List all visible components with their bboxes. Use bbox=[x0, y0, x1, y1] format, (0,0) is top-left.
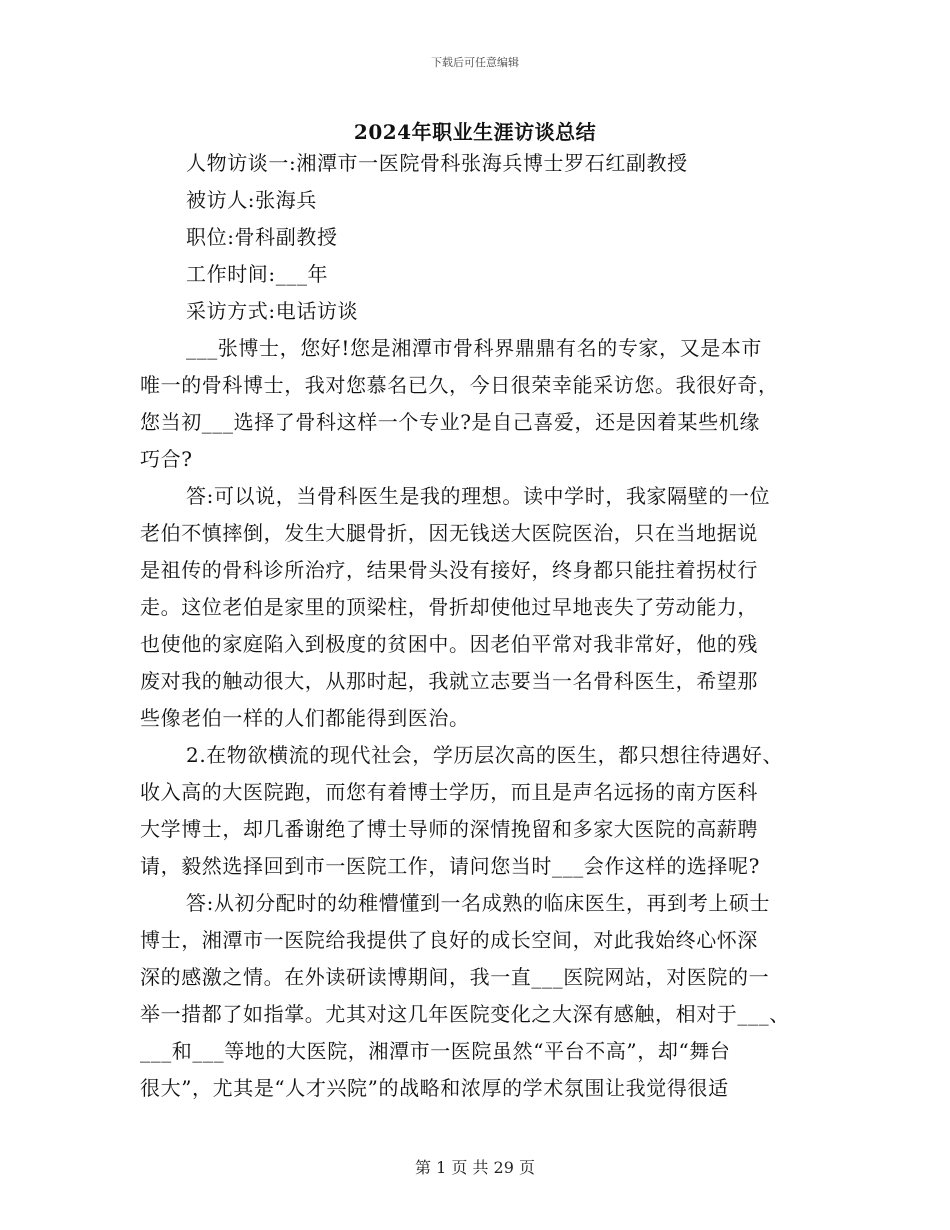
paragraph-line: 深的感激之情。在外读研读博期间，我一直___医院网站，对医院的一 bbox=[140, 965, 770, 989]
interview-method-line: 采访方式:电话访谈 bbox=[186, 299, 359, 323]
paragraph-line: 也使他的家庭陷入到极度的贫困中。因老伯平常对我非常好，他的残 bbox=[140, 632, 758, 656]
paragraph-line: ___张博士，您好!您是湘潭市骨科界鼎鼎有名的专家，又是本市 bbox=[186, 336, 763, 360]
paragraph-line: 收入高的大医院跑，而您有着博士学历，而且是声名远扬的南方医科 bbox=[140, 780, 758, 804]
paragraph-line: 走。这位老伯是家里的顶梁柱，骨折却使他过早地丧失了劳动能力， bbox=[140, 595, 758, 619]
paragraph-line: 请，毅然选择回到市一医院工作，请问您当时___会作这样的选择呢? bbox=[140, 854, 760, 878]
paragraph-line: 博士，湘潭市一医院给我提供了良好的成长空间，对此我始终心怀深 bbox=[140, 928, 758, 952]
position-line: 职位:骨科副教授 bbox=[186, 225, 338, 249]
paragraph-line: 是祖传的骨科诊所治疗，结果骨头没有接好，终身都只能拄着拐杖行 bbox=[140, 558, 758, 582]
paragraph-line: 举一措都了如指掌。尤其对这几年医院变化之大深有感触，相对于___、 bbox=[140, 1002, 790, 1026]
paragraph-line: 唯一的骨科博士，我对您慕名已久，今日很荣幸能采访您。我很好奇， bbox=[140, 373, 779, 397]
document-title: 2024年职业生涯访谈总结 bbox=[353, 120, 597, 144]
work-years-line: 工作时间:___年 bbox=[186, 262, 329, 286]
page-header-note: 下载后可任意编辑 bbox=[431, 56, 519, 69]
interviewee-line: 被访人:张海兵 bbox=[186, 188, 317, 212]
paragraph-line: 很大”，尤其是“人才兴院”的战略和浓厚的学术氛围让我觉得很适 bbox=[140, 1076, 729, 1100]
document-body bbox=[140, 145, 812, 1107]
page-number-footer: 第 1 页 共 29 页 bbox=[415, 1158, 535, 1177]
paragraph-line: 答:从初分配时的幼稚懵懂到一名成熟的临床医生，再到考上硕士 bbox=[186, 891, 771, 915]
paragraph-line: 巧合? bbox=[140, 447, 193, 471]
paragraph-line: 废对我的触动很大，从那时起，我就立志要当一名骨科医生，希望那 bbox=[140, 669, 758, 693]
paragraph-line: ___和___等地的大医院，湘潭市一医院虽然“平台不高”，却“舞台 bbox=[140, 1039, 731, 1063]
paragraph-line: 答:可以说，当骨科医生是我的理想。读中学时，我家隔壁的一位 bbox=[186, 484, 771, 508]
paragraph-line: 大学博士，却几番谢绝了博士导师的深情挽留和多家大医院的高薪聘 bbox=[140, 817, 758, 841]
paragraph-line: 些像老伯一样的人们都能得到医治。 bbox=[140, 706, 470, 730]
paragraph-line: 您当初___选择了骨科这样一个专业?是自己喜爱，还是因着某些机缘 bbox=[140, 410, 760, 434]
paragraph-line: 老伯不慎摔倒，发生大腿骨折，因无钱送大医院医治，只在当地据说 bbox=[140, 521, 758, 545]
interview-subject-line: 人物访谈一:湘潭市一医院骨科张海兵博士罗石红副教授 bbox=[186, 151, 688, 175]
paragraph-line: 2.在物欲横流的现代社会，学历层次高的医生，都只想往待遇好、 bbox=[186, 743, 784, 767]
